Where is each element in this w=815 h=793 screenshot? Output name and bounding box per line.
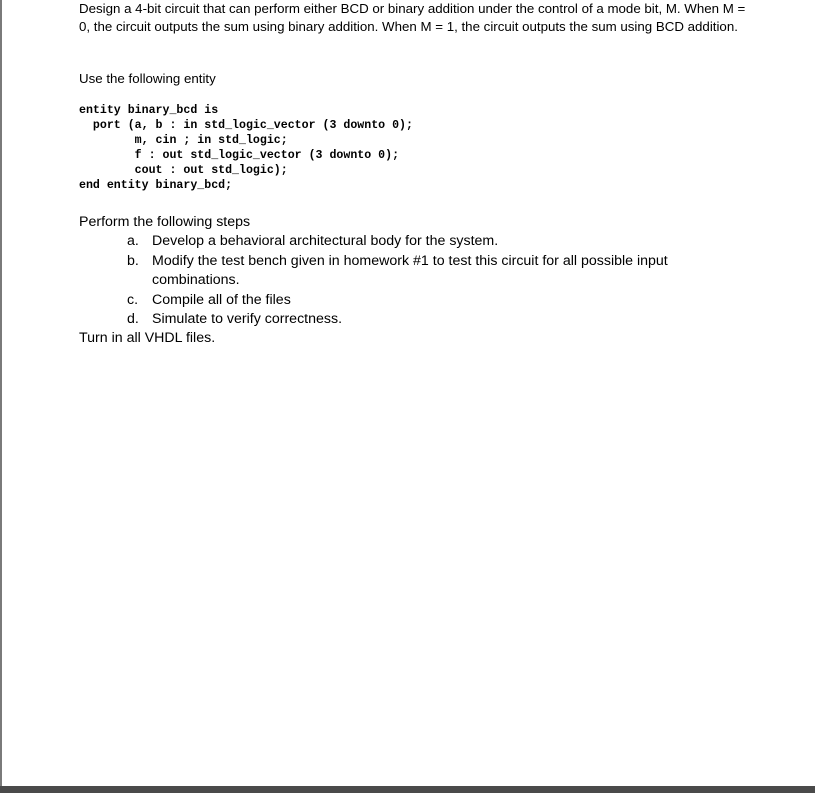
use-entity-text: Use the following entity	[79, 71, 216, 86]
code-line: port (a, b : in std_logic_vector (3 downto 0);	[79, 119, 413, 132]
code-line: m, cin ; in std_logic;	[79, 134, 288, 147]
step-text: Modify the test bench given in homework #1 to test this circuit for all possible input combinations.	[152, 252, 668, 288]
viewer-bottom-bar	[0, 786, 815, 793]
list-item	[127, 232, 707, 252]
intro-paragraph: Design a 4-bit circuit that can perform either BCD or binary addition under the control of a mode bit, M. When M = 0, the circuit outputs the sum using binary addition. When M = 1, the circuit outputs the sum using BCD addition.	[79, 1, 746, 34]
list-item	[127, 310, 707, 330]
vhdl-entity-code	[79, 103, 413, 193]
step-letter: c.	[127, 291, 139, 308]
code-line: cout : out std_logic);	[79, 164, 288, 177]
code-line: end entity binary_bcd;	[79, 179, 233, 192]
code-line: f : out std_logic_vector (3 downto 0);	[79, 149, 400, 162]
step-letter: d.	[127, 311, 139, 327]
step-text: Compile all of the files	[152, 291, 291, 308]
step-text: Develop a behavioral architectural body for the system.	[152, 233, 499, 249]
step-letter: a.	[127, 233, 139, 249]
list-item	[127, 291, 707, 311]
step-letter: b.	[127, 252, 139, 269]
step-text: Simulate to verify correctness.	[152, 311, 343, 327]
turn-in-text: Turn in all VHDL files.	[79, 330, 216, 346]
steps-list	[127, 232, 707, 330]
document-page	[2, 0, 815, 786]
steps-heading: Perform the following steps	[79, 214, 251, 230]
code-line: entity binary_bcd is	[79, 104, 219, 117]
list-item	[127, 252, 707, 291]
